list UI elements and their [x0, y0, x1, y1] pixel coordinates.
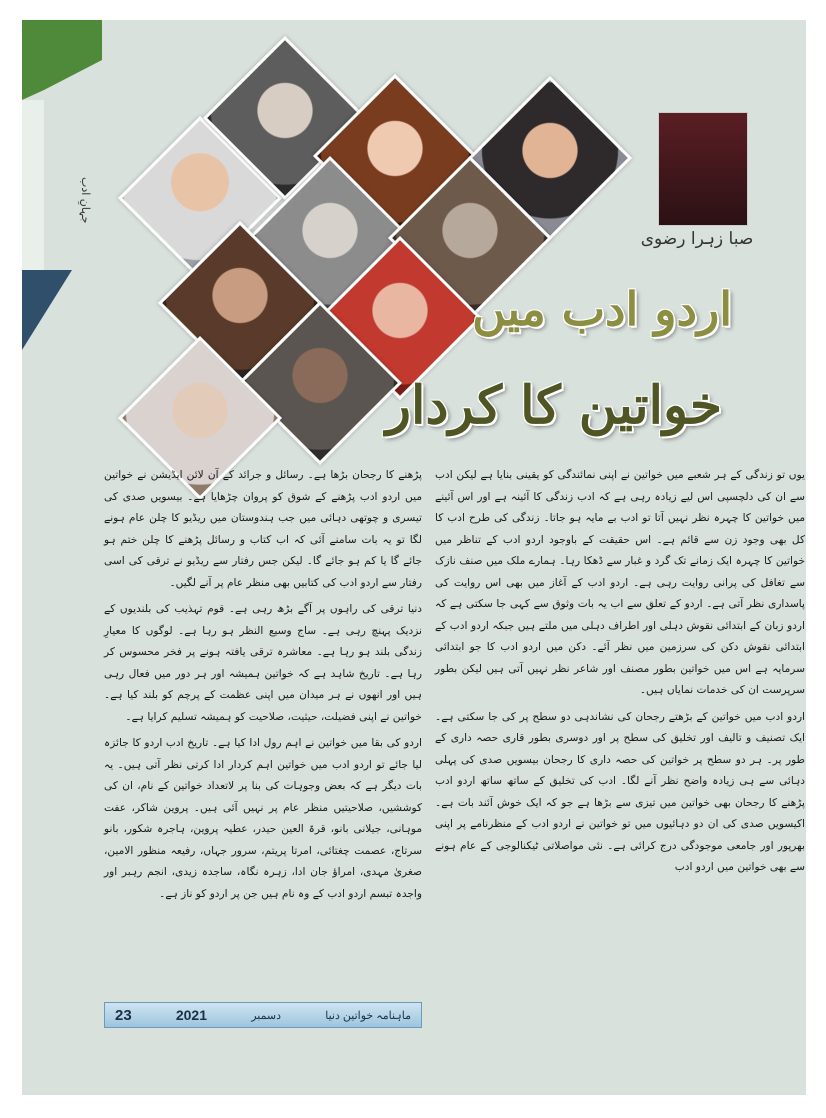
author-photo: [658, 112, 748, 226]
page-footer: [104, 1002, 422, 1028]
issue-year: 2021: [175, 1007, 208, 1023]
page-number: 23: [115, 1006, 132, 1024]
section-label: جہانِ ادب: [79, 176, 92, 224]
paragraph: اردو ادب میں خواتین کے بڑھتے رجحان کی نشاندہی دو سطح پر کی جا سکتی ہے۔ ایک تصنیف و تالیف اور تخلیق کی سطح پر اور دوسری بطور قاری حصہ داری کے طور پر۔ ہر دو سطح پر خواتین کی حصہ داری کا رجحان بیسویں صدی کی پہلی دہائی سے ہی زیادہ واضح نظر آنے لگا۔ ادب کی تخلیق کے ساتھ ساتھ اردو ادب پڑھنے کا رجحان بھی خواتین میں تیزی سے بڑھا ہے جو کہ ایک خوش آئند بات ہے۔ اکیسویں صدی کی ان دو دہائیوں میں تو خواتین نے اردو ادب کے منظرنامے پر اپنی بھرپور اور جامعی موجودگی درج کرائی ہے۔ نئی مواصلاتی ٹیکنالوجی کے عام ہونے سے بھی خواتین میں اردو ادب: [435, 710, 805, 873]
issue-month: دسمبر: [251, 1009, 282, 1022]
paragraph: دنیا ترقی کی راہوں پر آگے بڑھ رہی ہے۔ قوم تہذیب کی بلندیوں کے نزدیک پہنچ رہی ہے۔ ساج وسیع النظر ہو رہا ہے۔ لوگوں کا معیارِ زندگی بلند ہو رہا ہے۔ معاشرہ ترقی یافتہ ہونے پر فخر محسوس کر رہا ہے۔ تاریخ شاہد ہے کہ خواتین ہمیشہ اور ہر دور میں فعال رہی ہیں اور انھوں نے ہر میدان میں اپنی عظمت کے پرچم کو بلند کیا ہے۔ خواتین نے اپنی فضیلت، حیثیت، صلاحیت کو ہمیشہ تسلیم کرایا ہے۔: [104, 603, 422, 723]
paragraph: اردو کی بقا میں خواتین نے اہم رول ادا کیا ہے۔ تاریخ ادب اردو کا جائزہ لیا جائے تو اردو ادب میں خواتین اہم کردار ادا کرتی نظر آتی ہیں۔ یہ بات دیگر ہے کہ بعض وجوہات کی بنا پر لاتعداد خواتین کے نام، ان کی کوششیں، صلاحیتیں منظر عام پر نہیں آئی ہیں۔ پروین شاکر، عفت موہانی، جیلانی بانو، قرۃ العین حیدر، عطیہ پروین، ہاجرہ شکور، بانو سرتاج، عصمت چغتائی، امرتا پریتم، سرور جہاں، رفیعہ منظور الامین، صغریٰ مہدی، امراؤ جان ادا، زہرہ نگاہ، ساجدہ زیدی، انجم رہبر اور واجدہ تبسم اردو ادب کے وہ نام ہیں جن پر اردو کو ناز ہے۔: [104, 737, 422, 900]
article-column-right: [435, 465, 805, 884]
headline-line-2: خواتین کا کردار: [385, 375, 722, 436]
article-column-left: [104, 465, 422, 910]
author-name: صبا زہرا رضوی: [640, 229, 754, 249]
magazine-name: ماہنامہ خواتین دنیا: [325, 1009, 411, 1022]
paragraph: پڑھنے کا رجحان بڑھا ہے۔ رسائل و جرائد کے آن لائن ایڈیشن نے خواتین میں اردو ادب پڑھنے کے شوق کو پروان چڑھایا ہے۔ بیسویں صدی کی تیسری و چوتھی دہائی میں جب ہندوستان میں ریڈیو کا چلن عام ہونے لگا تو یہ بات سامنے آئی کہ اب کتاب و رسائل پڑھنے کا چلن ختم ہو جائے گا یا کم ہو جائے گا۔ لیکن جس رفتار سے ریڈیو نے ترقی کی اسی رفتار سے اردو ادب کی کتابیں بھی منظر عام پر آنے لگیں۔: [104, 469, 422, 589]
magazine-page: [22, 20, 806, 1095]
headline-line-1: اردو ادب میں: [472, 282, 732, 336]
paragraph: یوں تو زندگی کے ہر شعبے میں خواتین نے اپنی نمائندگی کو یقینی بنایا ہے لیکن ادب سے ان کی دلچسپی اس لیے زیادہ رہی ہے کہ ادب زندگی کا آئینہ ہے اور اس آئینے میں خواتین کا چہرہ نظر نہیں آتا تو ادب بے مایہ ہو جاتا۔ زندگی کی طرح ادب کا کل بھی وجود زن سے قائم ہے۔ اس حقیقت کے باوجود اردو ادب کے تناظر میں خواتین کا چہرہ ایک زمانے تک گرد و غبار سے ڈھکا رہا۔ ہمارے ملک میں صنف نازک سے تغافل کی پرانی روایت رہی ہے۔ اردو ادب کے آغاز میں بھی اس روایت کی پاسداری نظر آتی ہے۔ اردو کے تعلق سے اب یہ بات وثوق سے کہی جا سکتی ہے کہ اردو زبان کے ابتدائی نقوش دہلی اور اطراف دہلی میں ملتے ہیں جبکہ اردو ادب کے ابتدائی نقوش دکن کی سرزمین میں نظر آئے۔ دکن میں اردو ادب کا جو ابتدائی سرمایہ ہے اس میں خواتین بطور مصنف اور شاعر نظر نہیں آتی ہیں لیکن بطور سرپرست ان کی خدمات نمایاں ہیں۔: [435, 469, 805, 696]
